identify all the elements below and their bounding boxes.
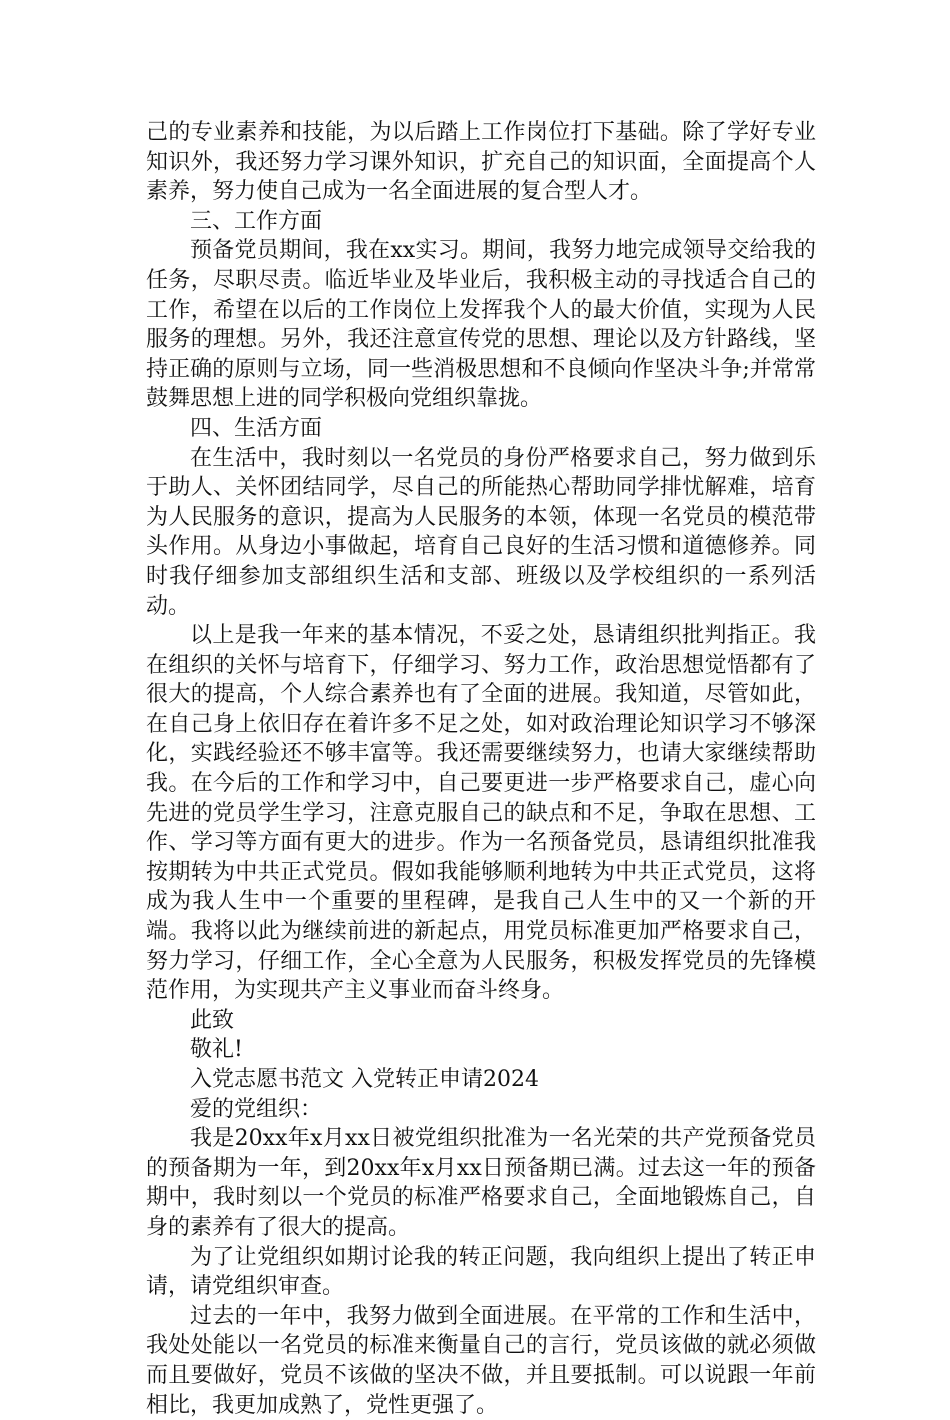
closing-salutation: 此致 — [190, 1007, 235, 1033]
document-page — [146, 118, 816, 1420]
closing-regards: 敬礼! — [190, 1037, 243, 1063]
paragraph-request: 为了让党组织如期讨论我的转正问题，我向组织上提出了转正申请，请党组织审查。 — [146, 1244, 816, 1300]
section-heading-life: 四、生活方面 — [190, 415, 323, 441]
paragraph-intro: 我是20xx年x月xx日被党组织批准为一名光荣的共产党预备党员的预备期为一年，到20xx年x月xx日预备期已满。过去这一年的预备期中，我时刻以一个党员的标准严格要求自己，全面地锻炼自己，自身的素养有了很大的提高。 — [146, 1126, 816, 1240]
paragraph-summary: 以上是我一年来的基本情况，不妥之处，恳请组织批判指正。我在组织的关怀与培育下，仔细学习、努力工作，政治思想觉悟都有了很大的提高，个人综合素养也有了全面的进展。我知道，尽管如此，在自己身上依旧存在着许多不足之处，如对政治理论知识学习不够深化，实践经验还不够丰富等。我还需要继续努力，也请大家继续帮助我。在今后的工作和学习中，自己要更进一步严格要求自己，虚心向先进的党员学生学习，注意克服自己的缺点和不足，争取在思想、工作、学习等方面有更大的进步。作为一名预备党员，恳请组织批准我按期转为中共正式党员。假如我能够顺利地转为中共正式党员，这将成为我人生中一个重要的里程碑，是我自己人生中的又一个新的开端。我将以此为继续前进的新起点，用党员标准更加严格要求自己，努力学习，仔细工作，全心全意为人民服务，积极发挥党员的先锋模范作用，为实现共产主义事业而奋斗终身。 — [146, 623, 816, 1004]
section-heading-work: 三、工作方面 — [190, 208, 323, 234]
paragraph-work: 预备党员期间，我在xx实习。期间，我努力地完成领导交给我的任务，尽职尽责。临近毕业及毕业后，我积极主动的寻找适合自己的工作，希望在以后的工作岗位上发挥我个人的最大价值，实现为人民服务的理想。另外，我还注意宣传党的思想、理论以及方针路线，坚持正确的原则与立场，同一些消极思想和不良倾向作坚决斗争;并常常鼓舞思想上进的同学积极向党组织靠拢。 — [146, 238, 816, 412]
paragraph-past-year: 过去的一年中，我努力做到全面进展。在平常的工作和生活中，我处处能以一名党员的标准来衡量自己的言行，党员该做的就必须做而且要做好，党员不该做的坚决不做，并且要抵制。可以说跟一年前相比，我更加成熟了，党性更强了。 — [146, 1303, 816, 1418]
paragraph-continuation: 己的专业素养和技能，为以后踏上工作岗位打下基础。除了学好专业知识外，我还努力学习课外知识，扩充自己的知识面，全面提高个人素养，努力使自己成为一名全面进展的复合型人才。 — [146, 120, 816, 205]
paragraph-life: 在生活中，我时刻以一名党员的身份严格要求自己，努力做到乐于助人、关怀团结同学，尽自己的所能热心帮助同学排忧解难，培育为人民服务的意识，提高为人民服务的本领，体现一名党员的模范带头作用。从身边小事做起，培育自己良好的生活习惯和道德修养。同时我仔细参加支部组织生活和支部、班级以及学校组织的一系列活动。 — [146, 445, 816, 619]
article-title: 入党志愿书范文 入党转正申请2024 — [190, 1067, 539, 1092]
greeting: 爱的党组织： — [190, 1096, 323, 1122]
